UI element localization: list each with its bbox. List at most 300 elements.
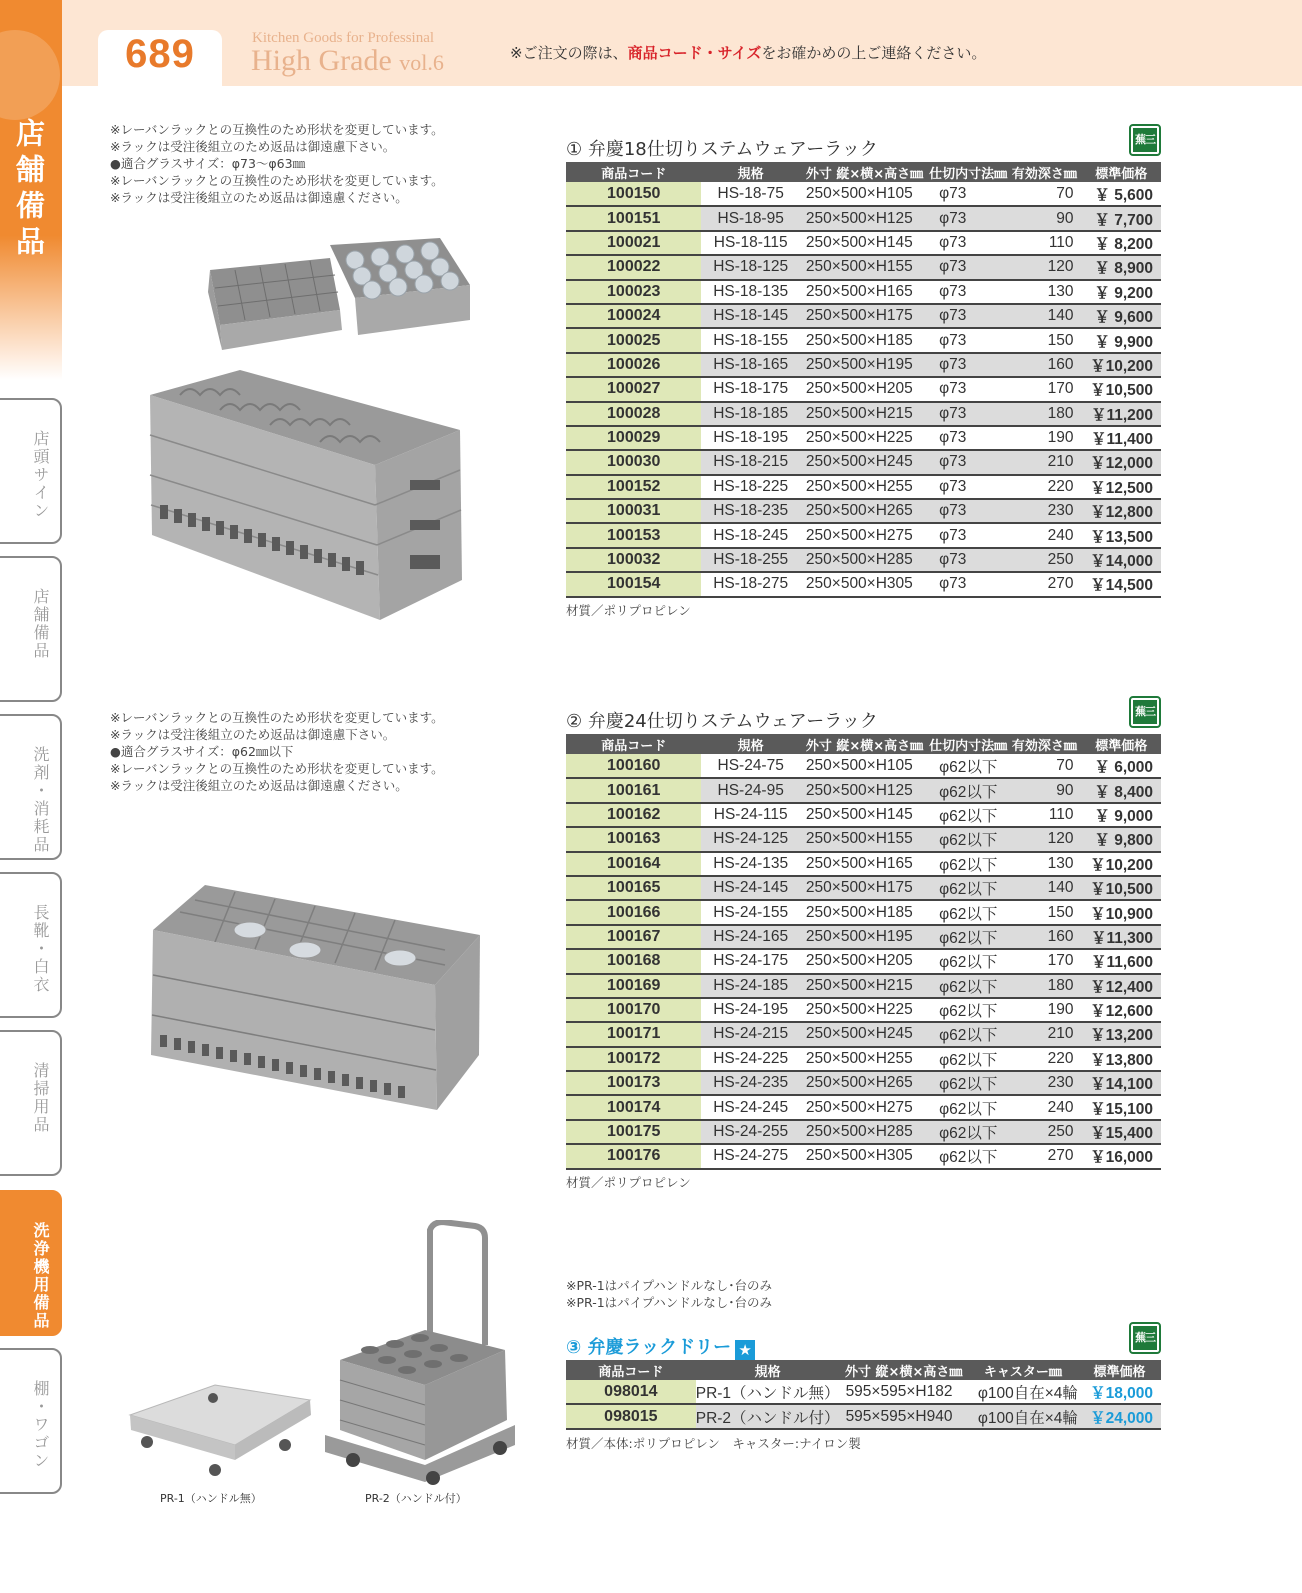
col-header-divider: 仕切内寸法㎜ xyxy=(929,162,1007,182)
table-header-row xyxy=(566,734,1161,754)
col-header-price: 標準価格 xyxy=(1082,162,1161,182)
divider-size-cell: φ73 xyxy=(929,523,1007,547)
effective-depth-cell: 70 xyxy=(1007,754,1081,778)
col-header-model: 規格 xyxy=(701,734,799,754)
dimensions-cell: 250×500×H105 xyxy=(800,754,929,778)
note-line: ※ラックは受注後組立のため返品は御遠慮下さい。 xyxy=(110,727,396,742)
price-cell: ￥ 9,900 xyxy=(1082,328,1161,352)
product-code-cell: 100028 xyxy=(566,402,701,426)
dolly-pr2 xyxy=(325,1222,515,1485)
dimensions-cell: 250×500×H145 xyxy=(800,803,929,827)
effective-depth-cell: 160 xyxy=(1007,925,1081,949)
product-code-cell: 100150 xyxy=(566,182,701,206)
table-row xyxy=(566,402,1161,426)
table-row xyxy=(566,998,1161,1022)
small-rack-glasses xyxy=(330,238,470,335)
sidebar-current-category: 店舗備品 xyxy=(12,118,46,262)
model-cell: HS-18-225 xyxy=(701,475,799,499)
dimensions-cell: 250×500×H175 xyxy=(800,876,929,900)
product-image-rack-24 xyxy=(145,880,485,1120)
table-row xyxy=(566,377,1161,401)
price-cell: ￥12,800 xyxy=(1082,499,1161,523)
divider-size-cell: φ62以下 xyxy=(929,754,1007,778)
dimensions-cell: 250×500×H255 xyxy=(800,1047,929,1071)
price-cell: ￥14,000 xyxy=(1082,548,1161,572)
divider-size-cell: φ73 xyxy=(929,304,1007,328)
maker-logo-icon xyxy=(1129,1322,1161,1354)
table-row xyxy=(566,304,1161,328)
model-cell: HS-24-275 xyxy=(701,1144,799,1168)
dimensions-cell: 250×500×H225 xyxy=(800,426,929,450)
note-line: ※PR-1はパイプハンドルなし･台のみ xyxy=(566,1278,773,1293)
section3-title-text: ③ 弁慶ラックドリー xyxy=(566,1337,732,1358)
note-line: ※レーバンラックとの互換性のため形状を変更しています。 xyxy=(110,122,444,137)
model-cell: HS-18-245 xyxy=(701,523,799,547)
sidebar-tab-label: 店頭サイン xyxy=(31,430,50,520)
section3-notes xyxy=(566,1277,772,1311)
product-code-cell: 100173 xyxy=(566,1071,701,1095)
price-cell: ￥12,000 xyxy=(1082,450,1161,474)
product-code-cell: 100151 xyxy=(566,206,701,230)
model-cell: HS-18-175 xyxy=(701,377,799,401)
divider-size-cell: φ62以下 xyxy=(929,974,1007,998)
effective-depth-cell: 90 xyxy=(1007,206,1081,230)
table-row xyxy=(566,1380,1161,1404)
dimensions-cell: 250×500×H285 xyxy=(800,548,929,572)
model-cell: HS-24-115 xyxy=(701,803,799,827)
price-cell: ￥ 8,200 xyxy=(1082,231,1161,255)
section1-spec-table xyxy=(566,162,1161,598)
divider-size-cell: φ73 xyxy=(929,499,1007,523)
table-row xyxy=(566,450,1161,474)
divider-size-cell: φ62以下 xyxy=(929,925,1007,949)
table-row xyxy=(566,280,1161,304)
price-cell: ￥11,300 xyxy=(1082,925,1161,949)
model-cell: HS-18-235 xyxy=(701,499,799,523)
product-code-cell: 100160 xyxy=(566,754,701,778)
col-header-code: 商品コード xyxy=(566,162,701,182)
table-row xyxy=(566,876,1161,900)
col-header-dimensions: 外寸 縦×横×高さ㎜ xyxy=(800,734,929,754)
brand-title xyxy=(251,44,444,78)
section1-material: 材質／ポリプロピレン xyxy=(566,603,691,618)
sidebar-tab-dishwasher[interactable] xyxy=(0,1190,62,1336)
divider-size-cell: φ73 xyxy=(929,206,1007,230)
maker-logo-text: 蕪三 xyxy=(1133,1326,1157,1350)
model-cell: PR-1（ハンドル無） xyxy=(696,1380,840,1404)
section3-title xyxy=(566,1333,755,1360)
price-cell: ￥ 9,000 xyxy=(1082,803,1161,827)
divider-size-cell: φ62以下 xyxy=(929,1047,1007,1071)
model-cell: HS-18-115 xyxy=(701,231,799,255)
order-note-suffix: をお確かめの上ご連絡ください。 xyxy=(761,44,987,62)
divider-size-cell: φ62以下 xyxy=(929,1144,1007,1168)
section1-title: ① 弁慶18仕切りステムウェアーラック xyxy=(566,139,878,160)
dimensions-cell: 250×500×H215 xyxy=(800,974,929,998)
effective-depth-cell: 190 xyxy=(1007,426,1081,450)
sidebar-tab-detergent[interactable] xyxy=(0,714,62,860)
section2-material: 材質／ポリプロピレン xyxy=(566,1175,691,1190)
table-row xyxy=(566,1047,1161,1071)
divider-size-cell: φ62以下 xyxy=(929,900,1007,924)
product-code-cell: 100152 xyxy=(566,475,701,499)
dimensions-cell: 250×500×H185 xyxy=(800,328,929,352)
divider-size-cell: φ73 xyxy=(929,255,1007,279)
product-code-cell: 100027 xyxy=(566,377,701,401)
effective-depth-cell: 250 xyxy=(1007,548,1081,572)
table-row xyxy=(566,353,1161,377)
col-header-depth: 有効深さ㎜ xyxy=(1007,162,1081,182)
dimensions-cell: 250×500×H155 xyxy=(800,827,929,851)
effective-depth-cell: 220 xyxy=(1007,475,1081,499)
table-row xyxy=(566,231,1161,255)
effective-depth-cell: 240 xyxy=(1007,1095,1081,1119)
product-code-cell: 100164 xyxy=(566,852,701,876)
product-code-cell: 100175 xyxy=(566,1120,701,1144)
product-code-cell: 100165 xyxy=(566,876,701,900)
model-cell: HS-24-195 xyxy=(701,998,799,1022)
price-cell: ￥10,200 xyxy=(1082,353,1161,377)
price-cell: ￥10,500 xyxy=(1082,876,1161,900)
price-cell: ￥18,000 xyxy=(1078,1380,1161,1404)
model-cell: HS-24-185 xyxy=(701,974,799,998)
product-code-cell: 100174 xyxy=(566,1095,701,1119)
table-row xyxy=(566,572,1161,596)
effective-depth-cell: 90 xyxy=(1007,778,1081,802)
section2-title: ② 弁慶24仕切りステムウェアーラック xyxy=(566,711,878,732)
col-header-price: 標準価格 xyxy=(1082,734,1161,754)
sidebar-tab-boots-uniform[interactable] xyxy=(0,872,62,1018)
large-rack xyxy=(150,370,462,620)
table-row xyxy=(566,949,1161,973)
table-row xyxy=(566,900,1161,924)
model-cell: HS-24-145 xyxy=(701,876,799,900)
note-line: ●適合グラスサイズ：φ62㎜以下 xyxy=(110,744,294,759)
table-row xyxy=(566,852,1161,876)
table-row xyxy=(566,778,1161,802)
section3-material: 材質／本体:ポリプロピレン キャスター:ナイロン製 xyxy=(566,1436,861,1451)
table-row xyxy=(566,328,1161,352)
section1-notes xyxy=(110,121,444,206)
effective-depth-cell: 240 xyxy=(1007,523,1081,547)
price-cell: ￥ 7,700 xyxy=(1082,206,1161,230)
caster-cell: φ100自在×4輪 xyxy=(968,1380,1078,1404)
dimensions-cell: 250×500×H165 xyxy=(800,852,929,876)
sidebar-tab-signage[interactable] xyxy=(0,398,62,544)
product-code-cell: 100022 xyxy=(566,255,701,279)
dimensions-cell: 250×500×H145 xyxy=(800,231,929,255)
price-cell: ￥10,200 xyxy=(1082,852,1161,876)
effective-depth-cell: 70 xyxy=(1007,182,1081,206)
maker-logo-text: 蕪三 xyxy=(1133,700,1157,724)
table-row xyxy=(566,803,1161,827)
dimensions-cell: 250×500×H285 xyxy=(800,1120,929,1144)
effective-depth-cell: 130 xyxy=(1007,852,1081,876)
price-cell: ￥13,200 xyxy=(1082,1022,1161,1046)
effective-depth-cell: 140 xyxy=(1007,876,1081,900)
price-cell: ￥11,200 xyxy=(1082,402,1161,426)
divider-size-cell: φ73 xyxy=(929,426,1007,450)
model-cell: HS-24-225 xyxy=(701,1047,799,1071)
effective-depth-cell: 120 xyxy=(1007,255,1081,279)
maker-logo-text: 蕪三 xyxy=(1133,128,1157,152)
model-cell: HS-18-195 xyxy=(701,426,799,450)
product-code-cell: 098014 xyxy=(566,1380,696,1404)
product-image-rack-18 xyxy=(140,230,485,630)
effective-depth-cell: 140 xyxy=(1007,304,1081,328)
model-cell: PR-2（ハンドル付） xyxy=(696,1404,840,1428)
divider-size-cell: φ73 xyxy=(929,548,1007,572)
table-header-row xyxy=(566,1360,1161,1380)
model-cell: HS-18-145 xyxy=(701,304,799,328)
divider-size-cell: φ73 xyxy=(929,450,1007,474)
price-cell: ￥15,100 xyxy=(1082,1095,1161,1119)
product-code-cell: 100168 xyxy=(566,949,701,973)
product-code-cell: 100176 xyxy=(566,1144,701,1168)
table-row xyxy=(566,754,1161,778)
effective-depth-cell: 250 xyxy=(1007,1120,1081,1144)
table-row xyxy=(566,206,1161,230)
effective-depth-cell: 270 xyxy=(1007,1144,1081,1168)
model-cell: HS-24-235 xyxy=(701,1071,799,1095)
model-cell: HS-24-75 xyxy=(701,754,799,778)
product-code-cell: 100163 xyxy=(566,827,701,851)
dimensions-cell: 250×500×H185 xyxy=(800,900,929,924)
price-cell: ￥12,600 xyxy=(1082,998,1161,1022)
dimensions-cell: 250×500×H175 xyxy=(800,304,929,328)
divider-size-cell: φ73 xyxy=(929,377,1007,401)
model-cell: HS-24-135 xyxy=(701,852,799,876)
effective-depth-cell: 130 xyxy=(1007,280,1081,304)
product-code-cell: 100167 xyxy=(566,925,701,949)
note-line: ※PR-1はパイプハンドルなし･台のみ xyxy=(566,1295,773,1310)
decorative-circle xyxy=(0,30,60,120)
product-code-cell: 100025 xyxy=(566,328,701,352)
dimensions-cell: 250×500×H275 xyxy=(800,1095,929,1119)
price-cell: ￥ 9,800 xyxy=(1082,827,1161,851)
dimensions-cell: 250×500×H305 xyxy=(800,1144,929,1168)
product-code-cell: 100154 xyxy=(566,572,701,596)
dimensions-cell: 250×500×H305 xyxy=(800,572,929,596)
dimensions-cell: 250×500×H155 xyxy=(800,255,929,279)
price-cell: ￥13,500 xyxy=(1082,523,1161,547)
dolly-pr1 xyxy=(130,1385,311,1476)
divider-size-cell: φ62以下 xyxy=(929,1095,1007,1119)
order-note xyxy=(510,42,986,63)
effective-depth-cell: 170 xyxy=(1007,377,1081,401)
effective-depth-cell: 220 xyxy=(1007,1047,1081,1071)
product-code-cell: 100172 xyxy=(566,1047,701,1071)
price-cell: ￥ 9,600 xyxy=(1082,304,1161,328)
maker-logo-icon xyxy=(1129,696,1161,728)
price-cell: ￥24,000 xyxy=(1078,1404,1161,1428)
brand-subtitle: Kitchen Goods for Professinal xyxy=(252,30,435,46)
sidebar-tab-cleaning[interactable] xyxy=(0,1030,62,1176)
effective-depth-cell: 190 xyxy=(1007,998,1081,1022)
table-row xyxy=(566,974,1161,998)
divider-size-cell: φ62以下 xyxy=(929,827,1007,851)
dimensions-cell: 250×500×H225 xyxy=(800,998,929,1022)
sidebar-tab-label: 棚・ワゴン xyxy=(31,1380,50,1470)
price-cell: ￥14,100 xyxy=(1082,1071,1161,1095)
note-line: ※レーバンラックとの互換性のため形状を変更しています。 xyxy=(110,710,444,725)
dimensions-cell: 250×500×H105 xyxy=(800,182,929,206)
divider-size-cell: φ62以下 xyxy=(929,949,1007,973)
price-cell: ￥ 9,200 xyxy=(1082,280,1161,304)
col-header-model: 規格 xyxy=(701,162,799,182)
note-line: ※ラックは受注後組立のため返品は御遠慮ください。 xyxy=(110,778,408,793)
section3-spec-table xyxy=(566,1360,1161,1430)
note-line: ※レーバンラックとの互換性のため形状を変更しています。 xyxy=(110,173,444,188)
dimensions-cell: 250×500×H215 xyxy=(800,402,929,426)
col-header-price: 標準価格 xyxy=(1078,1360,1161,1380)
dimensions-cell: 250×500×H265 xyxy=(800,1071,929,1095)
divider-size-cell: φ73 xyxy=(929,402,1007,426)
price-cell: ￥10,900 xyxy=(1082,900,1161,924)
table-row xyxy=(566,548,1161,572)
dimensions-cell: 250×500×H205 xyxy=(800,377,929,401)
section1-rows xyxy=(566,182,1161,597)
col-header-caster: キャスター㎜ xyxy=(968,1360,1078,1380)
table-row xyxy=(566,1404,1161,1428)
divider-size-cell: φ73 xyxy=(929,182,1007,206)
col-header-code: 商品コード xyxy=(566,734,701,754)
product-code-cell: 100161 xyxy=(566,778,701,802)
product-code-cell: 100162 xyxy=(566,803,701,827)
effective-depth-cell: 160 xyxy=(1007,353,1081,377)
product-code-cell: 100171 xyxy=(566,1022,701,1046)
effective-depth-cell: 150 xyxy=(1007,900,1081,924)
dimensions-cell: 250×500×H125 xyxy=(800,778,929,802)
product-code-cell: 100169 xyxy=(566,974,701,998)
col-header-code: 商品コード xyxy=(566,1360,696,1380)
dimensions-cell: 250×500×H245 xyxy=(800,1022,929,1046)
order-note-prefix: ※ご注文の際は、 xyxy=(510,44,628,62)
product-code-cell: 100030 xyxy=(566,450,701,474)
divider-size-cell: φ62以下 xyxy=(929,1022,1007,1046)
sidebar-category-banner xyxy=(0,0,62,380)
section3-rows xyxy=(566,1380,1161,1429)
brand-volume: vol.6 xyxy=(399,50,444,75)
price-cell: ￥12,500 xyxy=(1082,475,1161,499)
caster-cell: φ100自在×4輪 xyxy=(968,1404,1078,1428)
table-row xyxy=(566,426,1161,450)
divider-size-cell: φ73 xyxy=(929,353,1007,377)
sidebar-tab-shelves-wagons[interactable] xyxy=(0,1348,62,1494)
table-row xyxy=(566,523,1161,547)
product-code-cell: 098015 xyxy=(566,1404,696,1428)
brand-title-text: High Grade xyxy=(251,44,392,77)
table-header-row xyxy=(566,162,1161,182)
price-cell: ￥14,500 xyxy=(1082,572,1161,596)
effective-depth-cell: 230 xyxy=(1007,1071,1081,1095)
price-cell: ￥12,400 xyxy=(1082,974,1161,998)
model-cell: HS-24-255 xyxy=(701,1120,799,1144)
model-cell: HS-24-95 xyxy=(701,778,799,802)
divider-size-cell: φ62以下 xyxy=(929,1120,1007,1144)
divider-size-cell: φ73 xyxy=(929,572,1007,596)
price-cell: ￥11,600 xyxy=(1082,949,1161,973)
model-cell: HS-18-125 xyxy=(701,255,799,279)
sidebar-tab-store-equipment[interactable] xyxy=(0,556,62,702)
divider-size-cell: φ73 xyxy=(929,475,1007,499)
col-header-depth: 有効深さ㎜ xyxy=(1007,734,1081,754)
dimensions-cell: 250×500×H275 xyxy=(800,523,929,547)
product-code-cell: 100153 xyxy=(566,523,701,547)
dimensions-cell: 250×500×H125 xyxy=(800,206,929,230)
table-row xyxy=(566,1120,1161,1144)
divider-size-cell: φ62以下 xyxy=(929,803,1007,827)
price-cell: ￥16,000 xyxy=(1082,1144,1161,1168)
model-cell: HS-18-95 xyxy=(701,206,799,230)
product-code-cell: 100032 xyxy=(566,548,701,572)
divider-size-cell: φ62以下 xyxy=(929,852,1007,876)
note-line: ※レーバンラックとの互換性のため形状を変更しています。 xyxy=(110,761,444,776)
price-cell: ￥ 5,600 xyxy=(1082,182,1161,206)
effective-depth-cell: 120 xyxy=(1007,827,1081,851)
sidebar-tab-label: 店舗備品 xyxy=(31,588,50,660)
model-cell: HS-24-155 xyxy=(701,900,799,924)
table-row xyxy=(566,1022,1161,1046)
model-cell: HS-18-165 xyxy=(701,353,799,377)
price-cell: ￥13,800 xyxy=(1082,1047,1161,1071)
table-row xyxy=(566,499,1161,523)
model-cell: HS-18-155 xyxy=(701,328,799,352)
product-code-cell: 100031 xyxy=(566,499,701,523)
sidebar-tab-label: 清掃用品 xyxy=(31,1062,50,1134)
dimensions-cell: 250×500×H265 xyxy=(800,499,929,523)
model-cell: HS-24-215 xyxy=(701,1022,799,1046)
effective-depth-cell: 110 xyxy=(1007,231,1081,255)
page-number: 689 xyxy=(125,32,195,76)
model-cell: HS-24-245 xyxy=(701,1095,799,1119)
table-row xyxy=(566,1144,1161,1168)
new-star-icon: ★ xyxy=(735,1340,755,1360)
product-code-cell: 100166 xyxy=(566,900,701,924)
table-row xyxy=(566,1095,1161,1119)
order-note-highlight: 商品コード・サイズ xyxy=(627,44,762,62)
effective-depth-cell: 210 xyxy=(1007,1022,1081,1046)
dimensions-cell: 250×500×H255 xyxy=(800,475,929,499)
effective-depth-cell: 110 xyxy=(1007,803,1081,827)
divider-size-cell: φ62以下 xyxy=(929,998,1007,1022)
section2-notes xyxy=(110,709,444,794)
col-header-dimensions: 外寸 縦×横×高さ㎜ xyxy=(840,1360,968,1380)
section2-rows xyxy=(566,754,1161,1169)
sidebar-tab-label: 長靴・白衣 xyxy=(31,904,50,994)
table-row xyxy=(566,1071,1161,1095)
effective-depth-cell: 210 xyxy=(1007,450,1081,474)
effective-depth-cell: 170 xyxy=(1007,949,1081,973)
sidebar-tab-label: 洗浄機用備品 xyxy=(31,1222,50,1330)
note-line: ●適合グラスサイズ：φ73～φ63㎜ xyxy=(110,156,306,171)
model-cell: HS-24-165 xyxy=(701,925,799,949)
model-cell: HS-18-185 xyxy=(701,402,799,426)
product-code-cell: 100029 xyxy=(566,426,701,450)
effective-depth-cell: 180 xyxy=(1007,402,1081,426)
dimensions-cell: 250×500×H165 xyxy=(800,280,929,304)
small-rack-empty xyxy=(208,258,342,350)
price-cell: ￥ 8,400 xyxy=(1082,778,1161,802)
dimensions-cell: 250×500×H245 xyxy=(800,450,929,474)
note-line: ※ラックは受注後組立のため返品は御遠慮下さい。 xyxy=(110,139,396,154)
divider-size-cell: φ73 xyxy=(929,280,1007,304)
caption-pr2: PR-2（ハンドル付） xyxy=(365,1492,467,1505)
maker-logo-icon xyxy=(1129,124,1161,156)
product-code-cell: 100024 xyxy=(566,304,701,328)
price-cell: ￥15,400 xyxy=(1082,1120,1161,1144)
divider-size-cell: φ62以下 xyxy=(929,876,1007,900)
